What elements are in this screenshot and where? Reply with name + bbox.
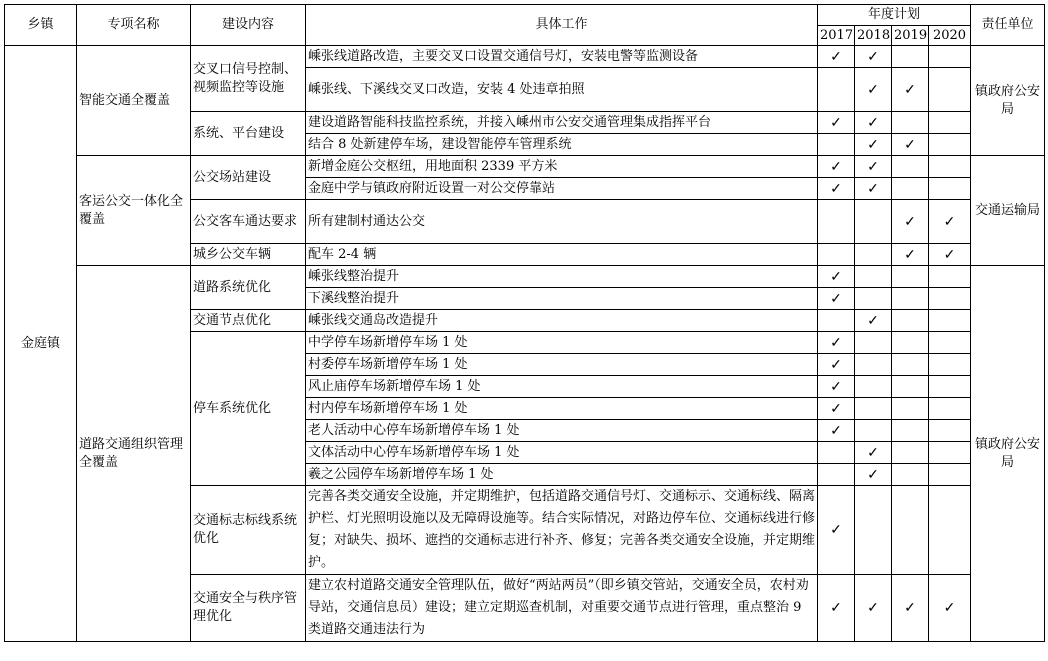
check-cell	[892, 376, 929, 398]
check-mark: ✓	[818, 575, 855, 642]
check-cell	[892, 354, 929, 376]
check-cell	[929, 156, 971, 178]
project-cell: 客运公交一体化全覆盖	[77, 156, 191, 266]
check-cell	[855, 266, 892, 288]
work-cell: 建设道路智能科技监控系统，并接入嵊州市公安交通管理集成指挥平台	[306, 112, 818, 134]
work-cell: 金庭中学与镇政府附近设置一对公交停靠站	[306, 178, 818, 200]
unit-cell: 交通运输局	[971, 156, 1045, 266]
work-cell: 建立农村道路交通安全管理队伍，做好“两站两员”（即乡镇交管站，交通安全员，农村劝导站，交通信息员）建设；建立定期巡查机制，对重要交通节点进行管理，重点整治 9 类道路交通违法行为	[306, 575, 818, 642]
check-cell	[818, 200, 855, 244]
content-cell: 道路系统优化	[191, 266, 306, 310]
check-mark: ✓	[818, 420, 855, 442]
check-cell	[929, 464, 971, 486]
check-cell	[929, 46, 971, 68]
work-cell: 风止庙停车场新增停车场 1 处	[306, 376, 818, 398]
check-cell	[818, 244, 855, 266]
content-cell: 系统、平台建设	[191, 112, 306, 156]
check-mark: ✓	[855, 156, 892, 178]
check-mark: ✓	[855, 442, 892, 464]
header-content: 建设内容	[191, 5, 306, 46]
check-cell	[929, 442, 971, 464]
check-cell	[855, 354, 892, 376]
project-cell: 智能交通全覆盖	[77, 46, 191, 156]
work-cell: 配车 2-4 辆	[306, 244, 818, 266]
check-cell	[892, 486, 929, 575]
check-mark: ✓	[818, 376, 855, 398]
check-mark: ✓	[855, 178, 892, 200]
header-project: 专项名称	[77, 5, 191, 46]
check-cell	[892, 288, 929, 310]
work-cell: 嵊张线交通岛改造提升	[306, 310, 818, 332]
unit-cell: 镇政府公安局	[971, 266, 1045, 642]
check-cell	[855, 288, 892, 310]
check-cell	[892, 464, 929, 486]
check-mark: ✓	[929, 575, 971, 642]
check-cell	[929, 420, 971, 442]
check-mark: ✓	[892, 68, 929, 112]
check-cell	[892, 332, 929, 354]
check-cell	[929, 486, 971, 575]
check-cell	[818, 442, 855, 464]
check-mark: ✓	[818, 178, 855, 200]
project-cell: 道路交通组织管理全覆盖	[77, 266, 191, 642]
check-cell	[855, 244, 892, 266]
check-mark: ✓	[855, 46, 892, 68]
header-annual-plan: 年度计划	[818, 5, 971, 26]
work-cell: 村委停车场新增停车场 1 处	[306, 354, 818, 376]
content-cell: 公交客车通达要求	[191, 200, 306, 244]
check-mark: ✓	[892, 575, 929, 642]
check-cell	[929, 354, 971, 376]
check-cell	[929, 288, 971, 310]
work-cell: 结合 8 处新建停车场，建设智能停车管理系统	[306, 134, 818, 156]
content-cell: 交叉口信号控制、视频监控等设施	[191, 46, 306, 112]
check-mark: ✓	[818, 156, 855, 178]
check-mark: ✓	[855, 310, 892, 332]
check-cell	[818, 134, 855, 156]
check-cell	[892, 178, 929, 200]
header-work: 具体工作	[306, 5, 818, 46]
work-cell: 所有建制村通达公交	[306, 200, 818, 244]
work-cell: 羲之公园停车场新增停车场 1 处	[306, 464, 818, 486]
check-mark: ✓	[818, 288, 855, 310]
content-cell: 交通安全与秩序管理优化	[191, 575, 306, 642]
content-cell: 城乡公交车辆	[191, 244, 306, 266]
check-cell	[892, 46, 929, 68]
check-cell	[892, 420, 929, 442]
header-year: 2017	[818, 26, 855, 46]
work-cell: 嵊张线道路改造，主要交叉口设置交通信号灯，安装电警等监测设备	[306, 46, 818, 68]
check-mark: ✓	[818, 266, 855, 288]
check-mark: ✓	[818, 332, 855, 354]
check-cell	[892, 310, 929, 332]
content-cell: 交通节点优化	[191, 310, 306, 332]
check-cell	[855, 398, 892, 420]
content-cell: 停车系统优化	[191, 332, 306, 486]
check-cell	[855, 332, 892, 354]
check-cell	[892, 266, 929, 288]
check-mark: ✓	[818, 112, 855, 134]
check-mark: ✓	[855, 134, 892, 156]
work-cell: 下溪线整治提升	[306, 288, 818, 310]
check-cell	[929, 398, 971, 420]
check-cell	[929, 178, 971, 200]
work-cell: 村内停车场新增停车场 1 处	[306, 398, 818, 420]
check-mark: ✓	[855, 68, 892, 112]
check-cell	[818, 464, 855, 486]
content-cell: 公交场站建设	[191, 156, 306, 200]
check-cell	[892, 156, 929, 178]
check-cell	[892, 112, 929, 134]
check-cell	[892, 442, 929, 464]
check-mark: ✓	[892, 134, 929, 156]
plan-table	[4, 4, 1045, 642]
check-mark: ✓	[855, 464, 892, 486]
work-cell: 新增金庭公交枢纽，用地面积 2339 平方米	[306, 156, 818, 178]
work-cell: 老人活动中心停车场新增停车场 1 处	[306, 420, 818, 442]
check-cell	[929, 134, 971, 156]
check-cell	[929, 266, 971, 288]
check-cell	[855, 420, 892, 442]
check-cell	[855, 486, 892, 575]
check-mark: ✓	[929, 200, 971, 244]
check-cell	[855, 376, 892, 398]
check-cell	[929, 376, 971, 398]
content-cell: 交通标志标线系统优化	[191, 486, 306, 575]
check-mark: ✓	[818, 486, 855, 575]
check-mark: ✓	[892, 244, 929, 266]
check-mark: ✓	[929, 244, 971, 266]
check-cell	[892, 398, 929, 420]
town-cell: 金庭镇	[5, 46, 77, 642]
check-mark: ✓	[855, 575, 892, 642]
header-year: 2019	[892, 26, 929, 46]
work-cell: 中学停车场新增停车场 1 处	[306, 332, 818, 354]
work-cell: 完善各类交通安全设施，并定期维护，包括道路交通信号灯、交通标示、交通标线、隔离护栏、灯光照明设施以及无障碍设施等。结合实际情况，对路边停车位、交通标线进行修复；对缺失、损坏、遮挡的交通标志进行补齐、修复；完善各类交通安全设施，并定期维护。	[306, 486, 818, 575]
check-cell	[929, 332, 971, 354]
work-cell: 嵊张线整治提升	[306, 266, 818, 288]
check-mark: ✓	[892, 200, 929, 244]
check-cell	[929, 112, 971, 134]
check-mark: ✓	[855, 112, 892, 134]
check-cell	[929, 310, 971, 332]
check-cell	[855, 200, 892, 244]
check-cell	[929, 68, 971, 112]
header-year: 2018	[855, 26, 892, 46]
check-cell	[818, 310, 855, 332]
check-mark: ✓	[818, 46, 855, 68]
check-cell	[818, 68, 855, 112]
header-town: 乡镇	[5, 5, 77, 46]
check-mark: ✓	[818, 354, 855, 376]
work-cell: 文体活动中心停车场新增停车场 1 处	[306, 442, 818, 464]
header-unit: 责任单位	[971, 5, 1045, 46]
work-cell: 嵊张线、下溪线交叉口改造，安装 4 处违章拍照	[306, 68, 818, 112]
unit-cell: 镇政府公安局	[971, 46, 1045, 156]
check-mark: ✓	[818, 398, 855, 420]
header-year: 2020	[929, 26, 971, 46]
